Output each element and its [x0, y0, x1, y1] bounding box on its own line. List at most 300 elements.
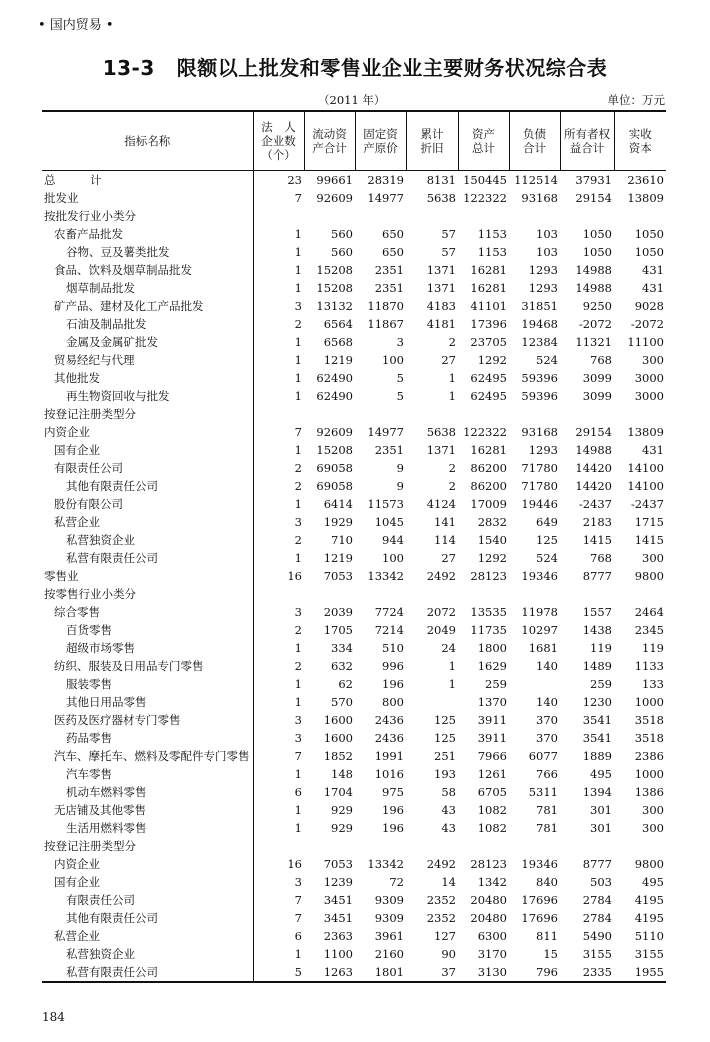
row-label: 再生物资回收与批发: [42, 387, 253, 405]
cell-value: [509, 837, 560, 855]
cell-value: 1153: [477, 227, 507, 241]
cell-value: 1: [294, 353, 302, 367]
cell-value: 370: [536, 713, 558, 727]
cell-value: 2: [448, 479, 456, 493]
cell-value: 13809: [627, 425, 664, 439]
cell-value: 570: [331, 695, 353, 709]
table-row: [42, 189, 666, 207]
cell-value: -2072: [630, 317, 664, 331]
cell-value: 5: [396, 389, 404, 403]
row-label: 汽车、摩托车、燃料及零配件专门零售: [42, 747, 253, 765]
cell-value: 503: [590, 875, 612, 889]
financial-table-container: [42, 110, 666, 983]
cell-value: 1: [294, 695, 302, 709]
cell-value: 193: [434, 767, 456, 781]
cell-value: 19446: [521, 497, 558, 511]
cell-value: 7: [294, 911, 302, 925]
row-label: 汽车零售: [42, 765, 253, 783]
cell-value: 16: [287, 857, 302, 871]
cell-value: 24: [441, 641, 456, 655]
cell-value: 1292: [477, 353, 507, 367]
row-label: 石油及制品批发: [42, 315, 253, 333]
row-label: 按登记注册类型分: [42, 405, 253, 423]
cell-value: 495: [642, 875, 664, 889]
cell-value: [253, 837, 304, 855]
cell-value: 251: [434, 749, 456, 763]
cell-value: 2352: [426, 911, 456, 925]
row-label: 私营企业: [42, 513, 253, 531]
cell-value: 2: [294, 461, 302, 475]
row-label: 按零售行业小类分: [42, 585, 253, 603]
cell-value: 11573: [367, 497, 404, 511]
cell-value: 9: [396, 479, 404, 493]
table-row: [42, 387, 666, 405]
cell-value: 6: [294, 785, 302, 799]
cell-value: 7: [294, 749, 302, 763]
cell-value: 3451: [323, 911, 353, 925]
cell-value: 62490: [316, 389, 353, 403]
cell-value: 93168: [521, 425, 558, 439]
cell-value: 5638: [426, 191, 456, 205]
row-label: 药品零售: [42, 729, 253, 747]
cell-value: 710: [331, 533, 353, 547]
table-row: [42, 585, 666, 603]
table-row: [42, 693, 666, 711]
cell-value: 41101: [470, 299, 507, 313]
cell-value: 1801: [355, 963, 406, 982]
cell-value: 1889: [582, 749, 612, 763]
year-label: （2011 年）: [318, 93, 386, 107]
cell-value: [304, 585, 355, 603]
row-label: 综合零售: [42, 603, 253, 621]
cell-value: 31851: [521, 299, 558, 313]
cell-value: 1681: [528, 641, 558, 655]
cell-value: 14988: [575, 263, 612, 277]
cell-value: [560, 405, 614, 423]
cell-value: 259: [485, 677, 507, 691]
row-label: 私营独资企业: [42, 945, 253, 963]
cell-value: 11978: [521, 605, 558, 619]
row-label: 无店铺及其他零售: [42, 801, 253, 819]
table-row: [42, 963, 666, 982]
cell-value: 431: [642, 263, 664, 277]
cell-value: 2351: [374, 263, 404, 277]
cell-value: 28123: [470, 857, 507, 871]
cell-value: 8777: [582, 569, 612, 583]
cell-value: 15: [543, 947, 558, 961]
cell-value: 14100: [627, 461, 664, 475]
cell-value: 2: [448, 461, 456, 475]
cell-value: [406, 837, 458, 855]
cell-value: 57: [441, 227, 456, 241]
cell-value: 1704: [323, 785, 353, 799]
cell-value: [509, 405, 560, 423]
cell-value: 7214: [374, 623, 404, 637]
cell-value: 140: [536, 695, 558, 709]
row-label: 金属及金属矿批发: [42, 333, 253, 351]
cell-value: 3: [294, 875, 302, 889]
row-label: 私营有限责任公司: [42, 963, 253, 982]
row-label: 服装零售: [42, 675, 253, 693]
cell-value: [355, 405, 406, 423]
cell-value: 43: [441, 803, 456, 817]
cell-value: 122322: [463, 425, 507, 439]
cell-value: 93168: [521, 191, 558, 205]
cell-value: 103: [536, 245, 558, 259]
cell-value: 7: [294, 425, 302, 439]
cell-value: 9309: [374, 911, 404, 925]
cell-value: 1852: [323, 749, 353, 763]
cell-value: 781: [536, 821, 558, 835]
page-number: 184: [42, 1010, 65, 1024]
cell-value: 1600: [323, 713, 353, 727]
cell-value: 99661: [316, 173, 353, 187]
cell-value: 13535: [470, 605, 507, 619]
cell-value: 2: [294, 317, 302, 331]
cell-value: 3911: [477, 731, 507, 745]
cell-value: [614, 405, 666, 423]
row-label: 总 计: [42, 171, 253, 190]
cell-value: 2049: [426, 623, 456, 637]
cell-value: 1050: [634, 227, 664, 241]
table-row: [42, 801, 666, 819]
column-header: 流动资 产合计: [304, 111, 355, 171]
row-label: 生活用燃料零售: [42, 819, 253, 837]
cell-value: 13342: [367, 569, 404, 583]
table-row: [42, 837, 666, 855]
cell-value: 495: [590, 767, 612, 781]
table-row: [42, 873, 666, 891]
table-row: [42, 927, 666, 945]
cell-value: 1394: [582, 785, 612, 799]
cell-value: [406, 693, 458, 711]
row-label: 私营独资企业: [42, 531, 253, 549]
cell-value: 7053: [323, 857, 353, 871]
cell-value: 1705: [323, 623, 353, 637]
cell-value: 1293: [528, 443, 558, 457]
column-header: 法 人 企业数 （个）: [253, 111, 304, 171]
row-label: 烟草制品批发: [42, 279, 253, 297]
cell-value: 9: [396, 461, 404, 475]
section-tag: • 国内贸易 •: [38, 18, 114, 33]
cell-value: 28123: [470, 569, 507, 583]
table-row: [42, 369, 666, 387]
cell-value: 1800: [477, 641, 507, 655]
table-row: [42, 495, 666, 513]
cell-value: 1050: [634, 245, 664, 259]
cell-value: 141: [434, 515, 456, 529]
cell-value: 90: [441, 947, 456, 961]
cell-value: 3155: [582, 947, 612, 961]
cell-value: 650: [382, 227, 404, 241]
cell-value: [355, 207, 406, 225]
cell-value: 2832: [477, 515, 507, 529]
cell-value: 1629: [477, 659, 507, 673]
cell-value: 996: [382, 659, 404, 673]
cell-value: [458, 207, 509, 225]
table-row: [42, 657, 666, 675]
cell-value: 122322: [463, 191, 507, 205]
row-label: 有限责任公司: [42, 459, 253, 477]
cell-value: 1: [294, 371, 302, 385]
cell-value: 811: [536, 929, 558, 943]
table-row: [42, 783, 666, 801]
column-header: 所有者权 益合计: [560, 111, 614, 171]
table-row: [42, 639, 666, 657]
cell-value: 1050: [582, 245, 612, 259]
cell-value: 1100: [323, 947, 353, 961]
row-label: 批发业: [42, 189, 253, 207]
cell-value: 300: [642, 821, 664, 835]
cell-value: 4124: [426, 497, 456, 511]
table-row: [42, 513, 666, 531]
cell-value: 9250: [582, 299, 612, 313]
cell-value: 23705: [470, 335, 507, 349]
unit-label: 单位：万元: [607, 93, 665, 107]
cell-value: 3911: [477, 713, 507, 727]
cell-value: 1370: [477, 695, 507, 709]
cell-value: 3: [294, 713, 302, 727]
cell-value: 29154: [575, 425, 612, 439]
cell-value: 127: [434, 929, 456, 943]
table-row: [42, 819, 666, 837]
cell-value: 13132: [316, 299, 353, 313]
cell-value: 1715: [634, 515, 664, 529]
cell-value: 1000: [634, 767, 664, 781]
cell-value: 524: [536, 551, 558, 565]
row-label: 私营企业: [42, 927, 253, 945]
cell-value: 301: [590, 803, 612, 817]
cell-value: 1: [294, 281, 302, 295]
cell-value: 7: [294, 191, 302, 205]
cell-value: [560, 837, 614, 855]
cell-value: 632: [331, 659, 353, 673]
cell-value: 768: [590, 353, 612, 367]
cell-value: 62490: [316, 371, 353, 385]
cell-value: 19346: [521, 857, 558, 871]
cell-value: 1600: [323, 731, 353, 745]
table-row: [42, 747, 666, 765]
cell-value: 1082: [477, 821, 507, 835]
cell-value: 1219: [323, 353, 353, 367]
cell-value: 16281: [470, 263, 507, 277]
cell-value: 17396: [470, 317, 507, 331]
cell-value: 3130: [458, 963, 509, 982]
cell-value: 1415: [582, 533, 612, 547]
cell-value: [560, 585, 614, 603]
row-label: 其他日用品零售: [42, 693, 253, 711]
cell-value: 17009: [470, 497, 507, 511]
cell-value: 72: [389, 875, 404, 889]
table-row: [42, 765, 666, 783]
cell-value: -2072: [578, 317, 612, 331]
cell-value: 196: [382, 677, 404, 691]
cell-value: 5311: [528, 785, 558, 799]
cell-value: 14977: [367, 425, 404, 439]
cell-value: [614, 585, 666, 603]
table-row: [42, 171, 666, 190]
cell-value: 23: [287, 173, 302, 187]
cell-value: 112514: [514, 173, 558, 187]
cell-value: 1540: [477, 533, 507, 547]
cell-value: 1: [294, 947, 302, 961]
cell-value: 1230: [582, 695, 612, 709]
cell-value: 3000: [634, 371, 664, 385]
cell-value: [406, 585, 458, 603]
row-label: 按批发行业小类分: [42, 207, 253, 225]
cell-value: 300: [642, 353, 664, 367]
cell-value: 1239: [323, 875, 353, 889]
cell-value: 43: [441, 821, 456, 835]
cell-value: 3451: [323, 893, 353, 907]
cell-value: 2784: [582, 911, 612, 925]
cell-value: 2351: [374, 281, 404, 295]
cell-value: 766: [536, 767, 558, 781]
cell-value: 3518: [634, 713, 664, 727]
cell-value: 27: [441, 551, 456, 565]
cell-value: 58: [441, 785, 456, 799]
cell-value: 5: [396, 371, 404, 385]
cell-value: 796: [509, 963, 560, 982]
cell-value: [253, 207, 304, 225]
row-label: 其他批发: [42, 369, 253, 387]
cell-value: 11321: [575, 335, 612, 349]
financial-table: [42, 110, 666, 983]
cell-value: 27: [441, 353, 456, 367]
cell-value: 2: [448, 335, 456, 349]
cell-value: 1: [294, 245, 302, 259]
table-row: [42, 243, 666, 261]
cell-value: 92609: [316, 425, 353, 439]
cell-value: [614, 837, 666, 855]
cell-value: 125: [536, 533, 558, 547]
cell-value: -2437: [630, 497, 664, 511]
cell-value: 1261: [477, 767, 507, 781]
cell-value: 975: [382, 785, 404, 799]
cell-value: 800: [382, 695, 404, 709]
row-label: 矿产品、建材及化工产品批发: [42, 297, 253, 315]
cell-value: 781: [536, 803, 558, 817]
table-row: [42, 351, 666, 369]
cell-value: [406, 207, 458, 225]
row-label: 国有企业: [42, 873, 253, 891]
cell-value: 59396: [521, 389, 558, 403]
cell-value: 15208: [316, 263, 353, 277]
cell-value: 1386: [634, 785, 664, 799]
cell-value: 3: [294, 299, 302, 313]
cell-value: 125: [434, 731, 456, 745]
cell-value: 1: [294, 821, 302, 835]
cell-value: 14988: [575, 281, 612, 295]
row-label: 农畜产品批发: [42, 225, 253, 243]
cell-value: 840: [536, 875, 558, 889]
cell-value: 1929: [323, 515, 353, 529]
cell-value: 3: [294, 605, 302, 619]
row-label: 国有企业: [42, 441, 253, 459]
column-header: 资产 总计: [458, 111, 509, 171]
table-row: [42, 261, 666, 279]
cell-value: 2464: [634, 605, 664, 619]
cell-value: 16281: [470, 281, 507, 295]
cell-value: 10297: [521, 623, 558, 637]
cell-value: 7724: [374, 605, 404, 619]
cell-value: 14977: [367, 191, 404, 205]
cell-value: 17696: [521, 893, 558, 907]
cell-value: 20480: [470, 893, 507, 907]
cell-value: 1: [294, 803, 302, 817]
table-row: [42, 675, 666, 693]
cell-value: 119: [590, 641, 612, 655]
row-label: 股份有限公司: [42, 495, 253, 513]
page-title: [0, 52, 710, 81]
cell-value: 1: [294, 767, 302, 781]
cell-value: 1293: [528, 281, 558, 295]
table-row: [42, 567, 666, 585]
cell-value: [458, 405, 509, 423]
cell-value: 1: [294, 263, 302, 277]
cell-value: 2: [294, 659, 302, 673]
cell-value: 5110: [634, 929, 664, 943]
cell-value: 1: [294, 497, 302, 511]
cell-value: 2492: [426, 857, 456, 871]
cell-value: 2335: [560, 963, 614, 982]
table-row: [42, 207, 666, 225]
column-header: 实收 资本: [614, 111, 666, 171]
cell-value: 3170: [477, 947, 507, 961]
table-body: [42, 171, 666, 983]
row-label: 有限责任公司: [42, 891, 253, 909]
cell-value: 14420: [575, 479, 612, 493]
row-label: 内资企业: [42, 423, 253, 441]
cell-value: 3541: [582, 731, 612, 745]
row-label: 超级市场零售: [42, 639, 253, 657]
cell-value: 300: [642, 803, 664, 817]
cell-value: 150445: [463, 173, 507, 187]
cell-value: 560: [331, 227, 353, 241]
cell-value: 768: [590, 551, 612, 565]
table-row: [42, 297, 666, 315]
cell-value: 11867: [367, 317, 404, 331]
cell-value: 3000: [634, 389, 664, 403]
cell-value: [253, 585, 304, 603]
column-header-indicator-name: 指标名称: [42, 111, 253, 171]
cell-value: 9800: [634, 857, 664, 871]
cell-value: 28319: [367, 173, 404, 187]
row-label: 零售业: [42, 567, 253, 585]
cell-value: 1955: [614, 963, 666, 982]
cell-value: [355, 837, 406, 855]
cell-value: 1371: [426, 263, 456, 277]
table-row: [42, 729, 666, 747]
cell-value: 2386: [634, 749, 664, 763]
cell-value: [458, 585, 509, 603]
cell-value: 11735: [470, 623, 507, 637]
table-row: [42, 279, 666, 297]
cell-value: 2492: [426, 569, 456, 583]
table-row: [42, 423, 666, 441]
table-row: [42, 225, 666, 243]
cell-value: 7966: [477, 749, 507, 763]
row-label: 贸易经纪与代理: [42, 351, 253, 369]
cell-value: 1: [294, 443, 302, 457]
cell-value: 69058: [316, 461, 353, 475]
cell-value: 649: [536, 515, 558, 529]
cell-value: 560: [331, 245, 353, 259]
cell-value: 7053: [323, 569, 353, 583]
cell-value: 3155: [634, 947, 664, 961]
cell-value: 9028: [634, 299, 664, 313]
cell-value: 1: [294, 389, 302, 403]
